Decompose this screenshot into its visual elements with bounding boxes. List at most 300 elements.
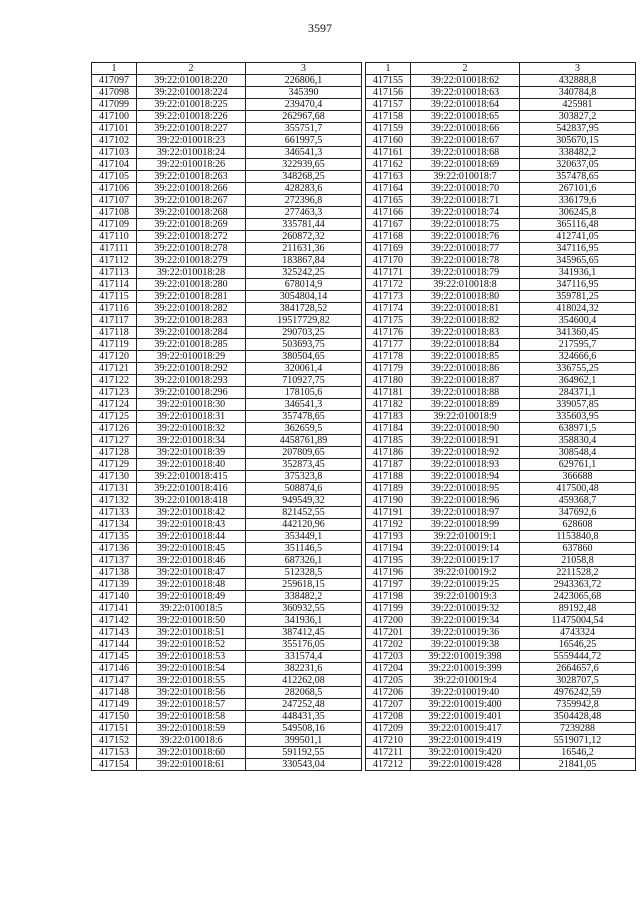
cell-value: 239470,4	[246, 99, 362, 111]
cell-number: 417145	[92, 651, 137, 663]
cell-number: 417193	[366, 531, 411, 543]
cell-value: 629761,1	[520, 459, 636, 471]
table-row	[366, 423, 636, 435]
cell-number: 417210	[366, 735, 411, 747]
table-row	[92, 543, 362, 555]
cell-value: 207809,65	[246, 447, 362, 459]
cell-number: 417128	[92, 447, 137, 459]
cell-number: 417133	[92, 507, 137, 519]
cell-number: 417198	[366, 591, 411, 603]
cell-value: 89192,48	[520, 603, 636, 615]
cell-cadastral-id: 39:22:010018:60	[137, 747, 246, 759]
cell-number: 417167	[366, 219, 411, 231]
cell-value: 339057,85	[520, 399, 636, 411]
cell-cadastral-id: 39:22:010019:32	[411, 603, 520, 615]
cell-number: 417174	[366, 303, 411, 315]
cell-value: 345390	[246, 87, 362, 99]
cell-number: 417123	[92, 387, 137, 399]
cell-value: 2664657,6	[520, 663, 636, 675]
table-row	[92, 603, 362, 615]
cell-cadastral-id: 39:22:010019:401	[411, 711, 520, 723]
cell-number: 417159	[366, 123, 411, 135]
cell-number: 417181	[366, 387, 411, 399]
table-row	[92, 375, 362, 387]
cell-number: 417149	[92, 699, 137, 711]
cell-value: 277463,3	[246, 207, 362, 219]
cell-number: 417177	[366, 339, 411, 351]
cell-cadastral-id: 39:22:010018:39	[137, 447, 246, 459]
cell-value: 710927,75	[246, 375, 362, 387]
cell-number: 417190	[366, 495, 411, 507]
cell-cadastral-id: 39:22:010018:55	[137, 675, 246, 687]
cell-value: 267101,6	[520, 183, 636, 195]
cell-value: 7359942,8	[520, 699, 636, 711]
cell-cadastral-id: 39:22:010018:31	[137, 411, 246, 423]
table-row	[366, 579, 636, 591]
table-row	[92, 723, 362, 735]
cell-value: 442120,96	[246, 519, 362, 531]
cell-cadastral-id: 39:22:010018:49	[137, 591, 246, 603]
cell-cadastral-id: 39:22:010018:32	[137, 423, 246, 435]
cell-number: 417204	[366, 663, 411, 675]
table-row	[92, 435, 362, 447]
cell-cadastral-id: 39:22:010018:63	[411, 87, 520, 99]
cell-value: 418024,32	[520, 303, 636, 315]
cell-cadastral-id: 39:22:010018:58	[137, 711, 246, 723]
cell-cadastral-id: 39:22:010018:86	[411, 363, 520, 375]
table-row	[366, 615, 636, 627]
table-row	[366, 375, 636, 387]
cell-cadastral-id: 39:22:010018:28	[137, 267, 246, 279]
cell-number: 417127	[92, 435, 137, 447]
cell-number: 417166	[366, 207, 411, 219]
cell-cadastral-id: 39:22:010018:5	[137, 603, 246, 615]
cell-cadastral-id: 39:22:010018:26	[137, 159, 246, 171]
cell-value: 382231,6	[246, 663, 362, 675]
cell-value: 322939,65	[246, 159, 362, 171]
cell-value: 346541,3	[246, 399, 362, 411]
table-row	[92, 447, 362, 459]
cell-number: 417189	[366, 483, 411, 495]
cell-number: 417102	[92, 135, 137, 147]
cell-cadastral-id: 39:22:010018:280	[137, 279, 246, 291]
cell-cadastral-id: 39:22:010018:226	[137, 111, 246, 123]
cell-cadastral-id: 39:22:010018:220	[137, 75, 246, 87]
cell-value: 262967,68	[246, 111, 362, 123]
table-row	[92, 327, 362, 339]
table-row	[92, 411, 362, 423]
table-row	[366, 171, 636, 183]
cell-cadastral-id: 39:22:010019:399	[411, 663, 520, 675]
cell-cadastral-id: 39:22:010018:91	[411, 435, 520, 447]
cell-value: 341936,1	[246, 615, 362, 627]
cell-number: 417154	[92, 759, 137, 771]
cell-number: 417186	[366, 447, 411, 459]
table-row	[92, 471, 362, 483]
cell-value: 178105,6	[246, 387, 362, 399]
cell-value: 549508,16	[246, 723, 362, 735]
cell-value: 512328,5	[246, 567, 362, 579]
cell-cadastral-id: 39:22:010018:284	[137, 327, 246, 339]
cell-number: 417103	[92, 147, 137, 159]
table-row	[92, 651, 362, 663]
cell-number: 417211	[366, 747, 411, 759]
cell-number: 417107	[92, 195, 137, 207]
column-header-cadastral: 2	[137, 63, 246, 75]
table-row	[366, 735, 636, 747]
cell-cadastral-id: 39:22:010019:400	[411, 699, 520, 711]
cell-value: 4743324	[520, 627, 636, 639]
table-row	[92, 339, 362, 351]
table-row	[92, 663, 362, 675]
table-row	[92, 699, 362, 711]
cell-value: 284371,1	[520, 387, 636, 399]
cell-number: 417136	[92, 543, 137, 555]
table-row	[366, 495, 636, 507]
cell-number: 417115	[92, 291, 137, 303]
table-row	[366, 135, 636, 147]
table-row	[366, 399, 636, 411]
cell-cadastral-id: 39:22:010019:3	[411, 591, 520, 603]
cell-cadastral-id: 39:22:010018:51	[137, 627, 246, 639]
cell-number: 417179	[366, 363, 411, 375]
cell-value: 4976242,59	[520, 687, 636, 699]
cell-value: 380504,65	[246, 351, 362, 363]
cell-cadastral-id: 39:22:010018:282	[137, 303, 246, 315]
cell-number: 417147	[92, 675, 137, 687]
cell-value: 448431,35	[246, 711, 362, 723]
cell-number: 417209	[366, 723, 411, 735]
cell-value: 661997,5	[246, 135, 362, 147]
table-row	[366, 471, 636, 483]
cell-number: 417153	[92, 747, 137, 759]
cell-number: 417108	[92, 207, 137, 219]
cell-value: 183867,84	[246, 255, 362, 267]
cell-number: 417201	[366, 627, 411, 639]
cell-number: 417141	[92, 603, 137, 615]
cell-value: 345965,65	[520, 255, 636, 267]
cell-number: 417203	[366, 651, 411, 663]
table-row	[92, 519, 362, 531]
table-row	[366, 483, 636, 495]
cell-cadastral-id: 39:22:010018:45	[137, 543, 246, 555]
table-row	[366, 555, 636, 567]
cell-value: 308548,4	[520, 447, 636, 459]
cell-number: 417206	[366, 687, 411, 699]
table-row	[366, 327, 636, 339]
cell-cadastral-id: 39:22:010018:99	[411, 519, 520, 531]
column-header-number: 1	[366, 63, 411, 75]
cell-cadastral-id: 39:22:010019:2	[411, 567, 520, 579]
cell-number: 417191	[366, 507, 411, 519]
cell-number: 417200	[366, 615, 411, 627]
cell-number: 417170	[366, 255, 411, 267]
table-row	[366, 603, 636, 615]
cell-cadastral-id: 39:22:010018:87	[411, 375, 520, 387]
cell-value: 7239288	[520, 723, 636, 735]
table-row	[92, 399, 362, 411]
cell-cadastral-id: 39:22:010018:42	[137, 507, 246, 519]
table-row	[366, 219, 636, 231]
cell-number: 417192	[366, 519, 411, 531]
table-row	[92, 495, 362, 507]
cell-value: 330543,04	[246, 759, 362, 771]
table-row	[92, 147, 362, 159]
cell-number: 417151	[92, 723, 137, 735]
table-row	[366, 195, 636, 207]
cell-cadastral-id: 39:22:010018:224	[137, 87, 246, 99]
table-row	[366, 519, 636, 531]
cell-value: 226806,1	[246, 75, 362, 87]
table-row	[92, 459, 362, 471]
cell-value: 353449,1	[246, 531, 362, 543]
cell-cadastral-id: 39:22:010018:48	[137, 579, 246, 591]
cell-cadastral-id: 39:22:010018:40	[137, 459, 246, 471]
cell-number: 417124	[92, 399, 137, 411]
table-row	[92, 183, 362, 195]
table-row	[92, 123, 362, 135]
cell-cadastral-id: 39:22:010018:93	[411, 459, 520, 471]
table-row	[92, 159, 362, 171]
cell-number: 417178	[366, 351, 411, 363]
cell-value: 19517729,82	[246, 315, 362, 327]
cell-number: 417113	[92, 267, 137, 279]
cell-value: 428283,6	[246, 183, 362, 195]
cell-value: 360932,55	[246, 603, 362, 615]
table-row	[366, 315, 636, 327]
cell-value: 354600,4	[520, 315, 636, 327]
cell-cadastral-id: 39:22:010019:398	[411, 651, 520, 663]
cell-number: 417118	[92, 327, 137, 339]
table-row	[366, 459, 636, 471]
table-row	[92, 747, 362, 759]
table-row	[92, 99, 362, 111]
cell-cadastral-id: 39:22:010018:76	[411, 231, 520, 243]
cell-cadastral-id: 39:22:010019:40	[411, 687, 520, 699]
cell-value: 347116,95	[520, 243, 636, 255]
cell-number: 417097	[92, 75, 137, 87]
table-row	[92, 615, 362, 627]
table-row	[366, 759, 636, 771]
cell-cadastral-id: 39:22:010019:34	[411, 615, 520, 627]
cell-value: 375323,8	[246, 471, 362, 483]
cell-number: 417101	[92, 123, 137, 135]
table-row	[366, 231, 636, 243]
cell-cadastral-id: 39:22:010018:74	[411, 207, 520, 219]
cell-number: 417134	[92, 519, 137, 531]
table-row	[366, 267, 636, 279]
table-row	[366, 627, 636, 639]
cell-value: 542837,95	[520, 123, 636, 135]
cell-cadastral-id: 39:22:010018:59	[137, 723, 246, 735]
cell-value: 687326,1	[246, 555, 362, 567]
cell-cadastral-id: 39:22:010019:417	[411, 723, 520, 735]
table-row	[366, 711, 636, 723]
table-row	[92, 195, 362, 207]
cell-number: 417173	[366, 291, 411, 303]
cell-value: 217595,7	[520, 339, 636, 351]
cell-value: 282068,5	[246, 687, 362, 699]
table-row	[366, 99, 636, 111]
cell-value: 365116,48	[520, 219, 636, 231]
cell-number: 417185	[366, 435, 411, 447]
cell-cadastral-id: 39:22:010018:268	[137, 207, 246, 219]
cell-cadastral-id: 39:22:010018:69	[411, 159, 520, 171]
cell-cadastral-id: 39:22:010018:75	[411, 219, 520, 231]
cell-value: 341936,1	[520, 267, 636, 279]
cell-cadastral-id: 39:22:010019:38	[411, 639, 520, 651]
table-row	[92, 363, 362, 375]
cell-cadastral-id: 39:22:010018:78	[411, 255, 520, 267]
table-right	[365, 62, 636, 771]
cell-value: 3028707,5	[520, 675, 636, 687]
table-header-row	[92, 63, 362, 75]
table-row	[366, 591, 636, 603]
table-row	[366, 111, 636, 123]
cell-value: 351146,5	[246, 543, 362, 555]
cell-number: 417163	[366, 171, 411, 183]
table-row	[92, 267, 362, 279]
cell-cadastral-id: 39:22:010018:24	[137, 147, 246, 159]
table-row	[92, 759, 362, 771]
table-row	[366, 387, 636, 399]
cell-cadastral-id: 39:22:010018:292	[137, 363, 246, 375]
cell-number: 417195	[366, 555, 411, 567]
cell-value: 2211528,2	[520, 567, 636, 579]
cell-cadastral-id: 39:22:010018:54	[137, 663, 246, 675]
cell-value: 16546,25	[520, 639, 636, 651]
cell-value: 362659,5	[246, 423, 362, 435]
cell-cadastral-id: 39:22:010018:43	[137, 519, 246, 531]
cell-number: 417212	[366, 759, 411, 771]
cell-value: 412741,05	[520, 231, 636, 243]
cell-number: 417139	[92, 579, 137, 591]
cell-cadastral-id: 39:22:010018:94	[411, 471, 520, 483]
cell-number: 417175	[366, 315, 411, 327]
cell-cadastral-id: 39:22:010018:89	[411, 399, 520, 411]
cell-cadastral-id: 39:22:010018:272	[137, 231, 246, 243]
cell-value: 355176,05	[246, 639, 362, 651]
cell-number: 417129	[92, 459, 137, 471]
cell-value: 11475004,54	[520, 615, 636, 627]
cell-cadastral-id: 39:22:010019:36	[411, 627, 520, 639]
cell-cadastral-id: 39:22:010018:64	[411, 99, 520, 111]
table-row	[366, 651, 636, 663]
table-left	[91, 62, 362, 771]
cell-number: 417184	[366, 423, 411, 435]
cell-cadastral-id: 39:22:010018:67	[411, 135, 520, 147]
cell-value: 348268,25	[246, 171, 362, 183]
cell-value: 21058,8	[520, 555, 636, 567]
cell-value: 5559444,72	[520, 651, 636, 663]
cell-number: 417130	[92, 471, 137, 483]
cell-value: 247252,48	[246, 699, 362, 711]
cell-number: 417156	[366, 87, 411, 99]
cell-value: 355751,7	[246, 123, 362, 135]
table-row	[366, 207, 636, 219]
cell-value: 366688	[520, 471, 636, 483]
cell-cadastral-id: 39:22:010018:65	[411, 111, 520, 123]
table-row	[366, 339, 636, 351]
cell-value: 335603,95	[520, 411, 636, 423]
cell-number: 417122	[92, 375, 137, 387]
cell-number: 417188	[366, 471, 411, 483]
cell-value: 290703,25	[246, 327, 362, 339]
table-row	[366, 747, 636, 759]
cell-cadastral-id: 39:22:010018:9	[411, 411, 520, 423]
cell-cadastral-id: 39:22:010018:296	[137, 387, 246, 399]
table-row	[92, 627, 362, 639]
cell-number: 417112	[92, 255, 137, 267]
cell-cadastral-id: 39:22:010018:77	[411, 243, 520, 255]
cell-cadastral-id: 39:22:010018:83	[411, 327, 520, 339]
cell-number: 417140	[92, 591, 137, 603]
cell-cadastral-id: 39:22:010018:23	[137, 135, 246, 147]
cell-value: 325242,25	[246, 267, 362, 279]
cell-value: 637860	[520, 543, 636, 555]
cell-value: 336179,6	[520, 195, 636, 207]
cell-number: 417162	[366, 159, 411, 171]
cell-value: 347692,6	[520, 507, 636, 519]
cell-cadastral-id: 39:22:010018:34	[137, 435, 246, 447]
cell-value: 335781,44	[246, 219, 362, 231]
cell-number: 417155	[366, 75, 411, 87]
table-row	[366, 723, 636, 735]
table-row	[366, 447, 636, 459]
cell-value: 331574,4	[246, 651, 362, 663]
cell-number: 417146	[92, 663, 137, 675]
column-header-cadastral: 2	[411, 63, 520, 75]
cell-number: 417158	[366, 111, 411, 123]
cell-number: 417199	[366, 603, 411, 615]
cell-value: 412262,08	[246, 675, 362, 687]
table-row	[92, 567, 362, 579]
table-row	[92, 135, 362, 147]
cell-value: 399501,1	[246, 735, 362, 747]
cell-cadastral-id: 39:22:010018:66	[411, 123, 520, 135]
cell-value: 338482,2	[246, 591, 362, 603]
cell-value: 638971,5	[520, 423, 636, 435]
cell-value: 358830,4	[520, 435, 636, 447]
cell-number: 417164	[366, 183, 411, 195]
table-row	[92, 531, 362, 543]
cell-cadastral-id: 39:22:010018:47	[137, 567, 246, 579]
cell-number: 417098	[92, 87, 137, 99]
cell-cadastral-id: 39:22:010018:81	[411, 303, 520, 315]
table-row	[366, 87, 636, 99]
table-row	[92, 279, 362, 291]
cell-cadastral-id: 39:22:010018:46	[137, 555, 246, 567]
cell-value: 347116,95	[520, 279, 636, 291]
cell-cadastral-id: 39:22:010018:84	[411, 339, 520, 351]
table-row	[92, 483, 362, 495]
cell-number: 417160	[366, 135, 411, 147]
table-row	[92, 243, 362, 255]
table-row	[92, 219, 362, 231]
cell-cadastral-id: 39:22:010018:92	[411, 447, 520, 459]
cell-number: 417137	[92, 555, 137, 567]
cell-value: 336755,25	[520, 363, 636, 375]
cell-number: 417109	[92, 219, 137, 231]
cell-value: 3504428,48	[520, 711, 636, 723]
table-row	[92, 87, 362, 99]
table-row	[92, 171, 362, 183]
cell-number: 417197	[366, 579, 411, 591]
cell-number: 417172	[366, 279, 411, 291]
cell-value: 340784,8	[520, 87, 636, 99]
cell-number: 417126	[92, 423, 137, 435]
cell-cadastral-id: 39:22:010018:71	[411, 195, 520, 207]
